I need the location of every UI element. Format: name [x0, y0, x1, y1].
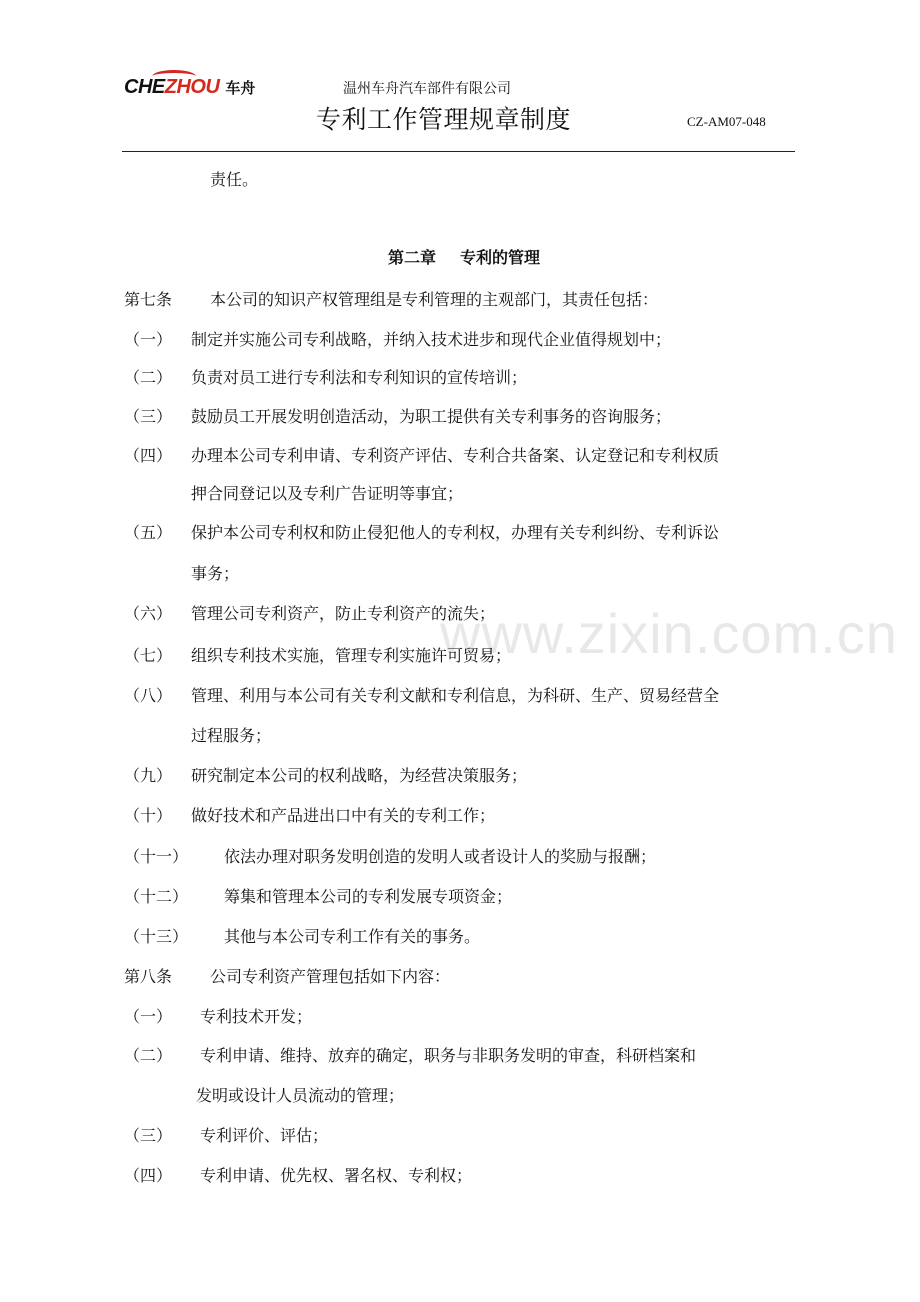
article-7-text: 本公司的知识产权管理组是专利管理的主观部门，其责任包括：	[210, 290, 659, 309]
list-item-text: 筹集和管理本公司的专利发展专项资金；	[224, 887, 513, 906]
list-item-number: （十）	[124, 806, 173, 825]
list-item-text: 专利申请、优先权、署名权、专利权；	[200, 1166, 473, 1185]
company-logo	[124, 72, 255, 102]
list-item-continuation: 押合同登记以及专利广告证明等事宜；	[191, 484, 464, 503]
article-8-label: 第八条	[124, 967, 173, 986]
list-item-text: 办理本公司专利申请、专利资产评估、专利合共备案、认定登记和专利权质	[191, 446, 720, 465]
company-name: 温州车舟汽车部件有限公司	[343, 81, 511, 97]
list-item-text: 保护本公司专利权和防止侵犯他人的专利权，办理有关专利纠纷、专利诉讼	[191, 523, 720, 542]
list-item-number: （二）	[124, 368, 173, 387]
logo-swoosh-icon	[152, 70, 196, 83]
logo-text-prefix: CHE	[124, 75, 165, 98]
continuation-text: 责任。	[210, 170, 259, 189]
list-item-number: （四）	[124, 1166, 173, 1185]
list-item-text: 专利评价、评估；	[200, 1126, 329, 1145]
logo-chinese-name: 车舟	[225, 78, 256, 97]
list-item-text: 负责对员工进行专利法和专利知识的宣传培训；	[191, 368, 528, 387]
chapter-heading	[388, 246, 540, 270]
list-item-number: （一）	[124, 1007, 173, 1026]
document-title: 专利工作管理规章制度	[316, 105, 572, 134]
list-item-text: 管理公司专利资产，防止专利资产的流失；	[191, 604, 496, 623]
chapter-title: 专利的管理	[460, 248, 541, 267]
list-item-number: （三）	[124, 407, 173, 426]
list-item-text: 研究制定本公司的权利战略，为经营决策服务；	[191, 766, 528, 785]
list-item-text: 鼓励员工开展发明创造活动，为职工提供有关专利事务的咨询服务；	[191, 407, 672, 426]
list-item-number: （十二）	[124, 887, 189, 906]
article-7-label: 第七条	[124, 290, 173, 309]
list-item-continuation: 发明或设计人员流动的管理；	[196, 1086, 405, 1105]
list-item-continuation: 过程服务；	[191, 726, 272, 745]
list-item-text: 做好技术和产品进出口中有关的专利工作；	[191, 806, 496, 825]
list-item-number: （三）	[124, 1126, 173, 1145]
list-item-continuation: 事务；	[191, 564, 240, 583]
list-item-number: （十一）	[124, 847, 189, 866]
watermark: www.zixin.com.cn	[440, 602, 898, 665]
article-8-text: 公司专利资产管理包括如下内容：	[210, 967, 451, 986]
list-item-text: 依法办理对职务发明创造的发明人或者设计人的奖励与报酬；	[224, 847, 657, 866]
logo-wordmark	[124, 76, 219, 99]
header-divider	[122, 151, 795, 152]
list-item-number: （七）	[124, 646, 173, 665]
list-item-number: （五）	[124, 523, 173, 542]
list-item-number: （六）	[124, 604, 173, 623]
document-code: CZ-AM07-048	[687, 114, 766, 129]
list-item-number: （八）	[124, 686, 173, 705]
list-item-number: （二）	[124, 1046, 173, 1065]
list-item-number: （十三）	[124, 927, 189, 946]
list-item-text: 制定并实施公司专利战略，并纳入技术进步和现代企业值得规划中；	[191, 330, 672, 349]
list-item-text: 专利申请、维持、放弃的确定，职务与非职务发明的审查，科研档案和	[200, 1046, 697, 1065]
list-item-number: （九）	[124, 766, 173, 785]
list-item-number: （四）	[124, 446, 173, 465]
list-item-text: 专利技术开发；	[200, 1007, 313, 1026]
list-item-text: 组织专利技术实施，管理专利实施许可贸易；	[191, 646, 512, 665]
list-item-text: 管理、利用与本公司有关专利文献和专利信息，为科研、生产、贸易经营全	[191, 686, 720, 705]
chapter-number: 第二章	[388, 248, 437, 267]
list-item-text: 其他与本公司专利工作有关的事务。	[224, 927, 481, 946]
logo-text-accent: ZHOU	[164, 75, 220, 98]
list-item-number: （一）	[124, 330, 173, 349]
